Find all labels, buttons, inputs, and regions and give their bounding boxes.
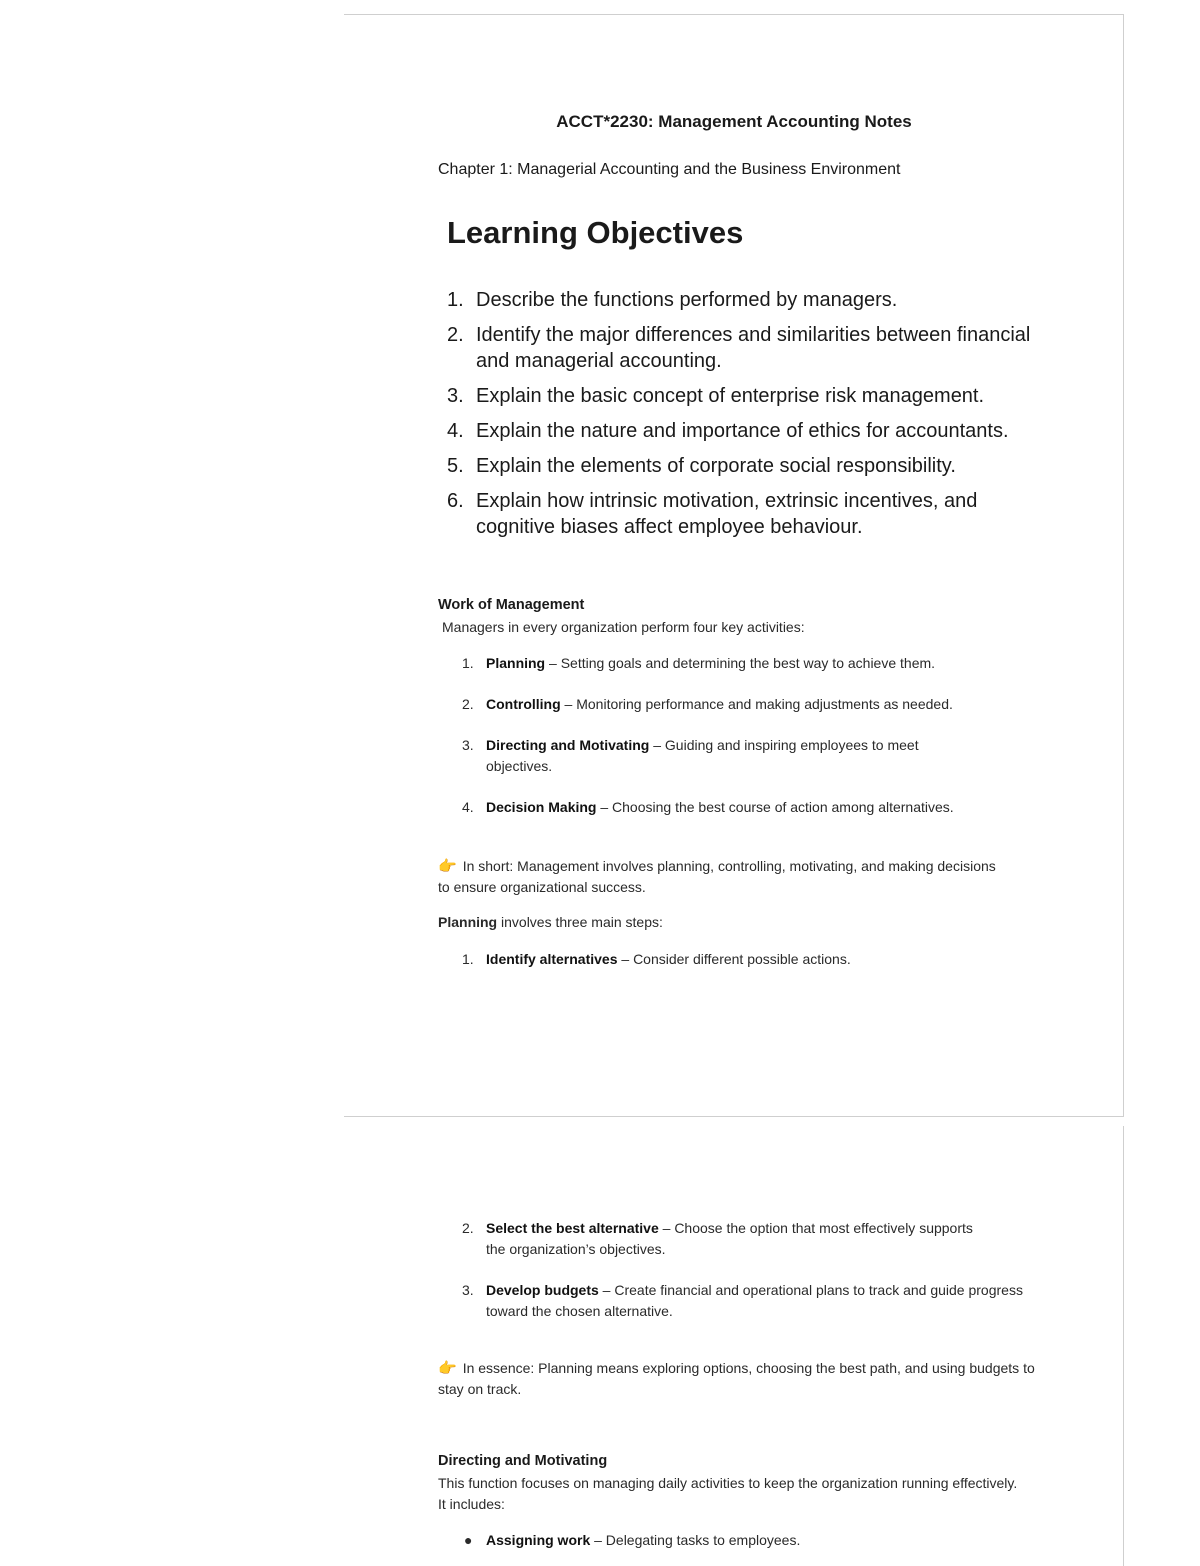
pointing-hand-icon: 👉 [438,858,457,875]
list-item: 4. Decision Making – Choosing the best course of action among alternatives. [462,799,954,815]
planning-steps-list-part2 [462,1218,1022,1322]
chapter-title: Chapter 1: Managerial Accounting and the Business Environment [438,161,901,178]
list-item: ● Assigning work – Delegating tasks to employees. [462,1530,1022,1551]
learning-objectives-heading: Learning Objectives [447,215,744,250]
management-summary: 👉 In short: Management involves planning, controlling, motivating, and making decisions to ensure organizational success. [438,858,996,895]
management-activities-list [462,653,1022,818]
list-item: 4. Explain the nature and importance of ethics for accountants. [447,420,1009,442]
list-item: 2. Select the best alternative – Choose the option that most effectively supports the organization’s objectives. [462,1220,973,1257]
work-of-management-intro: Managers in every organization perform four key activities: [442,619,805,635]
list-item: 6. Explain how intrinsic motivation, extrinsic incentives, and cognitive biases affect employee behaviour. [447,490,978,538]
learning-objectives-list [447,287,1047,549]
list-item: 2. Identify the major differences and similarities between financial and managerial accounting. [447,324,1031,372]
list-item: 3. Directing and Motivating – Guiding and inspiring employees to meet objectives. [462,737,919,774]
document-title: ACCT*2230: Management Accounting Notes [556,112,912,131]
bullet-icon: ● [464,1532,473,1548]
planning-summary: 👉 In essence: Planning means exploring options, choosing the best path, and using budgets to stay on track. [438,1360,1035,1397]
list-item: 2. Controlling – Monitoring performance and making adjustments as needed. [462,696,953,712]
list-item: 5. Explain the elements of corporate social responsibility. [447,455,956,477]
directing-intro: This function focuses on managing daily activities to keep the organization running effectively. It includes: [438,1475,1018,1512]
planning-lead: Planning involves three main steps: [438,914,663,930]
list-item: 1. Identify alternatives – Consider different possible actions. [462,951,851,967]
list-item: 3. Develop budgets – Create financial and operational plans to track and guide progress toward the chosen alternative. [462,1282,1023,1319]
document-page-2 [344,1126,1124,1566]
pointing-hand-icon: 👉 [438,1360,457,1377]
list-item: 3. Explain the basic concept of enterprise risk management. [447,385,985,407]
work-of-management-heading: Work of Management [438,597,585,613]
document-page-1 [344,14,1124,1117]
directing-heading: Directing and Motivating [438,1453,608,1469]
list-item: 1. Planning – Setting goals and determining the best way to achieve them. [462,655,936,671]
planning-steps-list-part1 [462,949,1022,970]
directing-list [462,1530,1022,1551]
list-item: 1. Describe the functions performed by managers. [447,289,898,311]
